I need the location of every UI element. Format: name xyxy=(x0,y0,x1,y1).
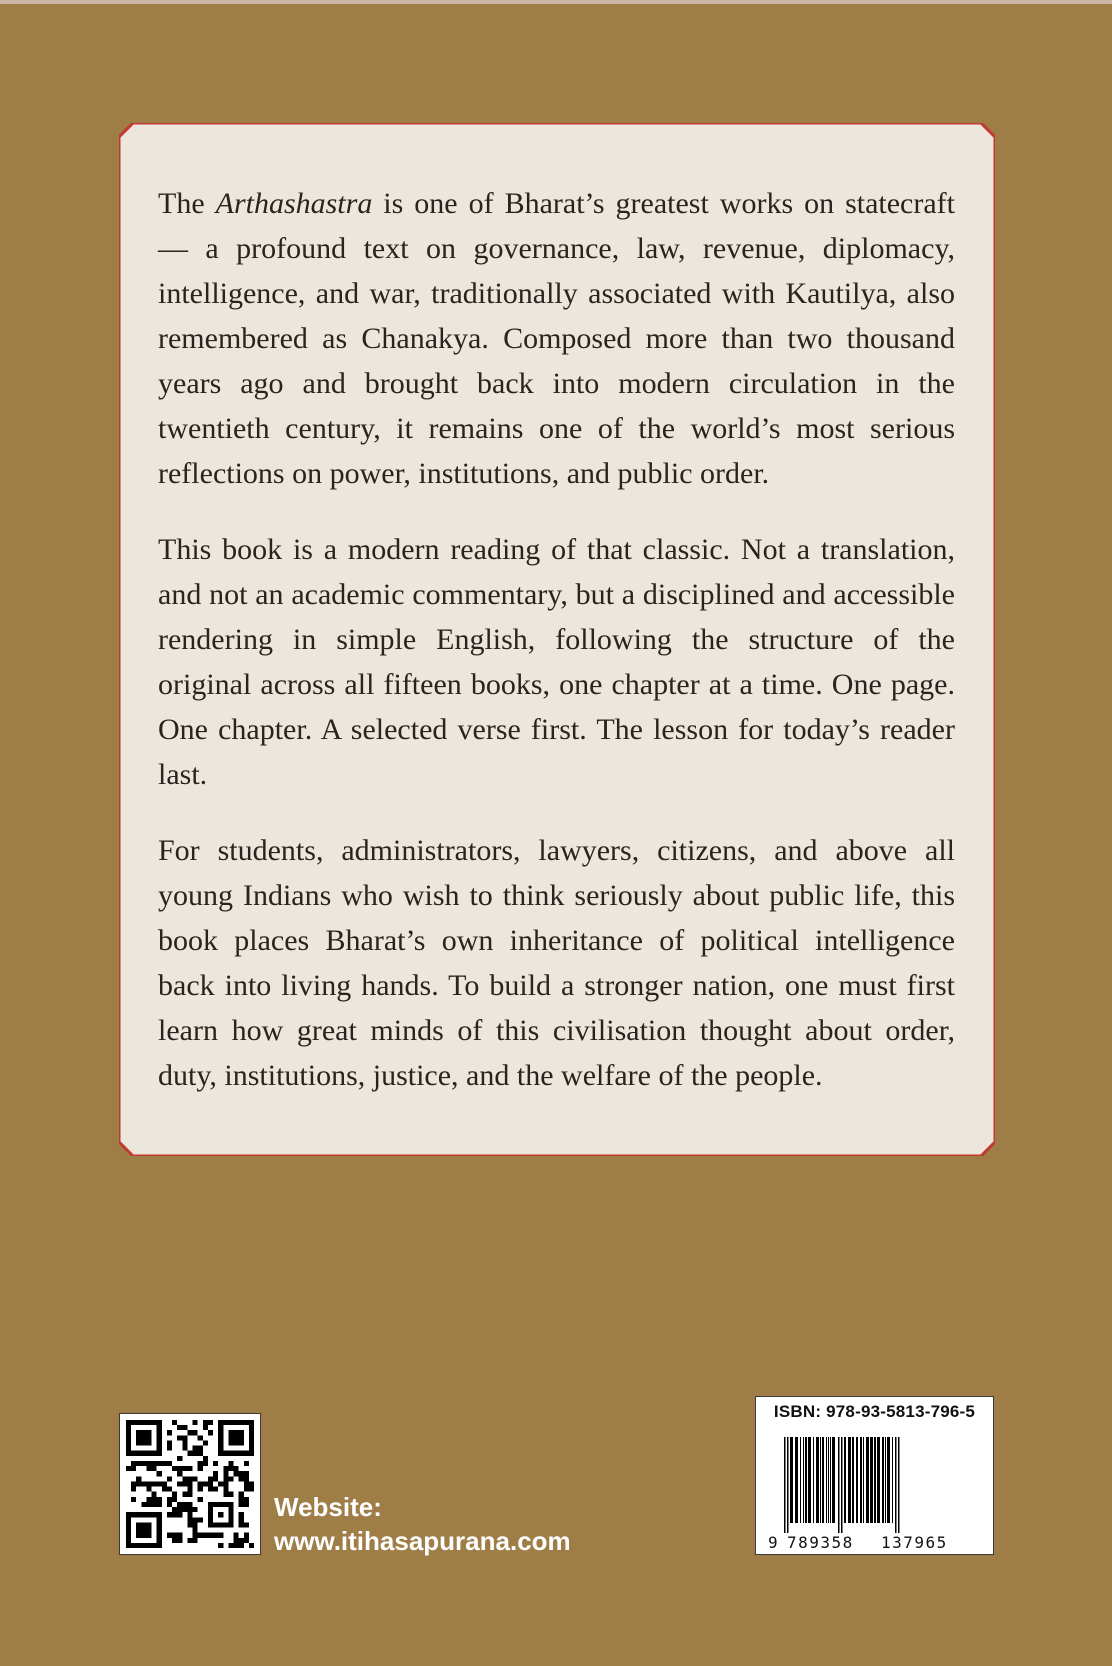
top-edge-strip xyxy=(0,0,1112,4)
isbn-barcode xyxy=(755,1396,994,1555)
barcode-left-digits: 789358 xyxy=(787,1533,854,1552)
website-label: Website: xyxy=(274,1492,382,1522)
website-url[interactable]: www.itihasapurana.com xyxy=(274,1526,571,1556)
blurb-paragraph-2: This book is a modern reading of that classic. Not a translation, and not an academic commentary, but a disciplined and accessible rendering in simple English, following the structure of the original across all fifteen books, one chapter at a time. One page. One chapter. A selected verse first. The lesson for today’s reader last. xyxy=(158,533,955,791)
barcode-graphic xyxy=(756,1433,993,1553)
blurb-p1-lead: The xyxy=(158,187,216,220)
blurb-paragraph-3: For students, administrators, lawyers, citizens, and above all young Indians who wish to think seriously about public life, this book places Bharat’s own inheritance of political intelligence back into living hands. To build a stronger nation, one must first learn how great minds of this civilisation thought about order, duty, institutions, justice, and the welfare of the people. xyxy=(158,834,955,1092)
book-title-italic: Arthashastra xyxy=(215,187,373,220)
blurb-paragraph-1 xyxy=(158,181,955,496)
blurb-text xyxy=(158,181,955,1129)
blurb-p1-rest: is one of Bharat’s greatest works on statecraft — a profound text on governance, law, revenue, diplomacy, intelligence, and war, traditionally associated with Kautilya, also remembered as Chanakya. Composed more than two thousand years ago and brought back into modern circulation in the twentieth century, it remains one of the world’s most serious reflections on power, institutions, and public order. xyxy=(158,187,955,490)
qr-code xyxy=(119,1413,261,1555)
barcode-right-digits: 137965 xyxy=(881,1533,948,1552)
blurb-panel xyxy=(119,123,995,1156)
website-block xyxy=(274,1490,571,1558)
barcode-bars xyxy=(784,1437,900,1533)
isbn-label: ISBN: 978-93-5813-796-5 xyxy=(773,1402,976,1421)
barcode-first-digit: 9 xyxy=(768,1533,778,1552)
qr-code-icon xyxy=(126,1420,254,1548)
